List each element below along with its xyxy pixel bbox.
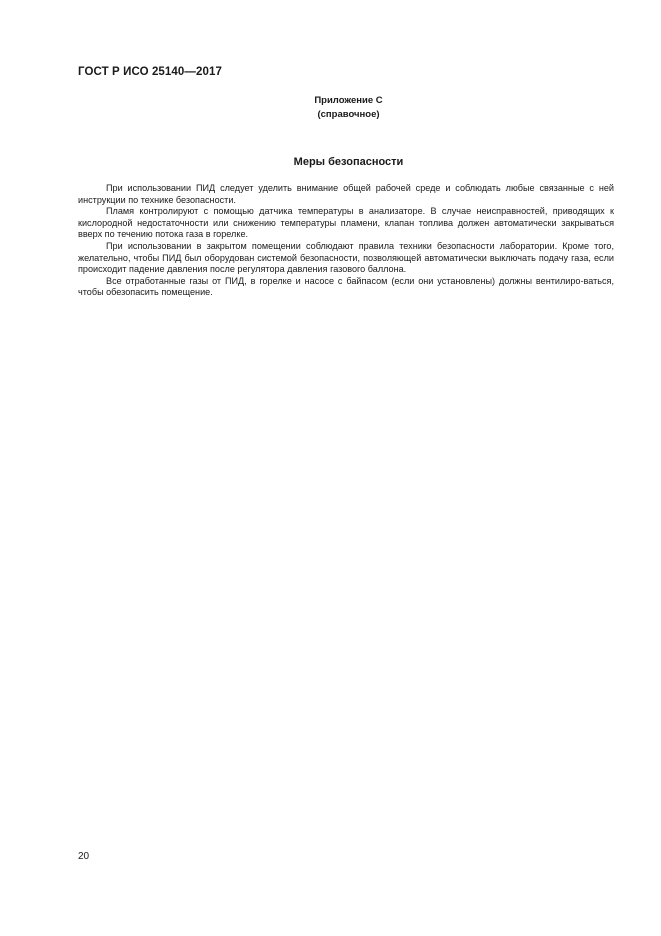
paragraph: При использовании ПИД следует уделить внимание общей рабочей среде и соблюдать любые связанные с ней инструкции по технике безопасности. (78, 183, 614, 205)
paragraph: Пламя контролируют с помощью датчика температуры в анализаторе. В случае неисправностей, приводящих к кислородной недостаточности или снижению температуры пламени, клапан топлива должен автоматически закрываться вверх по течению потока газа в горелке. (78, 206, 614, 240)
body-text (78, 183, 614, 299)
document-code-header: ГОСТ Р ИСО 25140—2017 (78, 66, 223, 78)
page-number: 20 (78, 851, 90, 862)
appendix-kind: (справочное) (317, 109, 380, 120)
paragraph: Все отработанные газы от ПИД, в горелке и насосе с байпасом (если они установлены) должны вентилиро-ваться, чтобы обезопасить помещение. (78, 275, 614, 298)
appendix-heading (0, 94, 661, 122)
appendix-title: Приложение С (314, 95, 383, 106)
paragraph: При использовании в закрытом помещении соблюдают правила техники безопасности лаборатории. Кроме того, желательно, чтобы ПИД был оборудован системой безопасности, позволяющей автоматически выключать подачу газа, если происходит падение давления после регулятора давления газового баллона. (78, 240, 614, 275)
section-title: Меры безопасности (293, 156, 404, 168)
